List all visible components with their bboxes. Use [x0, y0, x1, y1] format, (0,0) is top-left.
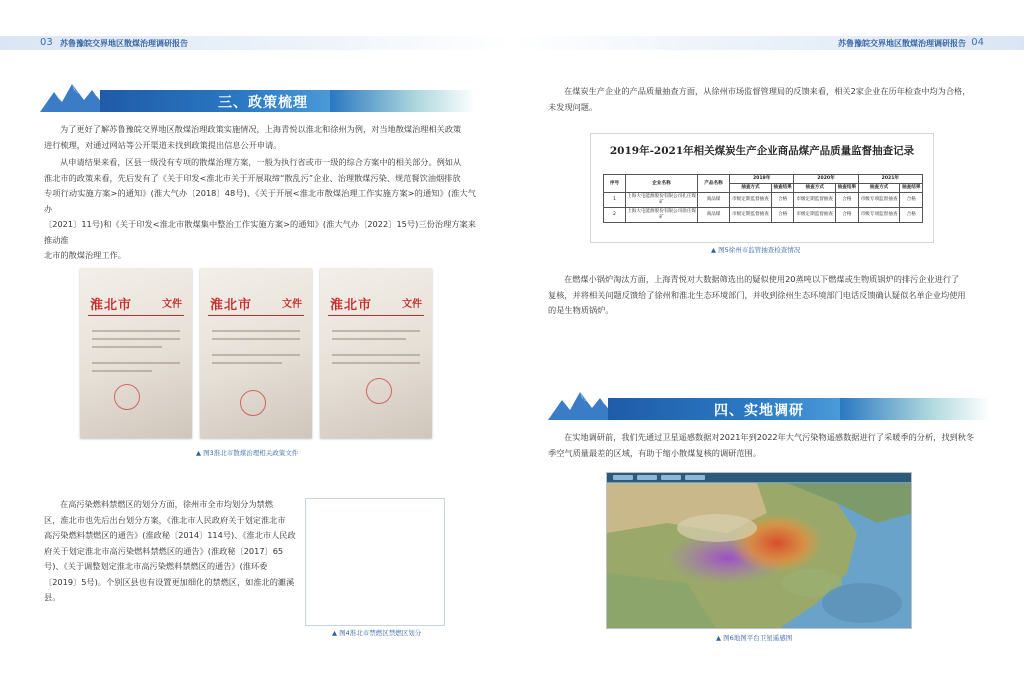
table-cell: 市级定期监督抽查	[730, 193, 772, 208]
text-line: 〔2019〕5号)。个别区县也有设置更加细化的禁燃区，如淮北的濉溪	[44, 576, 295, 587]
document-header: 文件	[402, 299, 422, 310]
table-cell: 市级定期监督抽查	[730, 208, 772, 223]
document-text-line	[212, 354, 300, 356]
table-cell: 合格	[771, 193, 794, 208]
table-row	[604, 208, 923, 223]
document-rule	[88, 315, 184, 316]
text-line: 的是生物质锅炉。	[548, 305, 614, 315]
table-cell: 商品煤	[698, 193, 730, 208]
document-header: 淮北市	[210, 298, 253, 313]
policy-document-photos	[80, 268, 432, 438]
inspection-table	[603, 174, 923, 223]
table-cell: 合格	[836, 193, 859, 208]
text-line: 未发现问题。	[548, 101, 598, 112]
document-text-line	[212, 362, 282, 364]
table-header: 抽查方式	[794, 184, 836, 193]
table-row	[604, 193, 923, 208]
inspection-table-figure	[590, 133, 934, 254]
table-title: 2019年-2021年相关煤炭生产企业商品煤产品质量监督抽查记录	[609, 145, 915, 157]
page-number: 04	[971, 37, 984, 48]
red-seal-icon	[240, 390, 266, 416]
table-header: 抽查方式	[730, 184, 772, 193]
figure-caption: ▲ 图3淮北市散煤治理相关政策文件	[196, 449, 299, 457]
document-header: 文件	[162, 299, 182, 310]
table-cell: 合格	[900, 208, 923, 223]
document-text-line	[332, 362, 420, 364]
text-line: 复核，并将相关问题反馈给了徐州和淮北生态环境部门，并收到徐州生态环境部门电话反馈确认疑似名单企业均使用	[548, 289, 966, 300]
text-line: 府关于划定淮北市高污染燃料禁燃区的通告》(淮政秘〔2017〕65	[44, 545, 284, 556]
document-rule	[328, 315, 424, 316]
section-title: 四、实地调研	[714, 403, 804, 419]
section-banner	[512, 386, 1024, 426]
figure-caption: ▲ 图6地图平台卫星遥感图	[716, 634, 793, 642]
document-text-line	[332, 330, 420, 332]
table-header: 2020年	[794, 175, 858, 184]
text-line: 在燃煤小锅炉淘汰方面，上海青悦对大数据筛选出的疑似使用20蒸吨以下燃煤或生物质锅炉的排污企业进行了	[564, 274, 960, 284]
table-cell: 市级定期监督抽查	[794, 193, 836, 208]
document-text-line	[212, 338, 300, 340]
figure-caption: ▲ 图5徐州市监管抽查检查情况	[711, 246, 801, 254]
text-line: 专项行动实施方案>的通知》(淮大气办〔2018〕48号)、《关于开展<淮北市散煤治理工作实施方案>的通知》(淮大气办	[44, 188, 476, 214]
text-line: 从申请结果来看，区县一级没有专项的散煤治理方案，一般为执行省或市一级的综合方案中的相关部分。例如从	[60, 157, 462, 167]
table-cell: 上海大屯能源股份有限公司徐庄煤矿	[626, 208, 698, 223]
section-banner	[0, 78, 512, 118]
text-line: 在煤炭生产企业的产品质量抽查方面，从徐州市场监督管理局的反馈来看，相关2家企业在历年检查中均为合格，	[564, 86, 971, 96]
document-text-line	[332, 338, 406, 340]
table-cell: 2	[604, 208, 626, 223]
document-text-line	[92, 362, 180, 364]
text-line: 在高污染燃料禁燃区的划分方面，徐州市全市均划分为禁燃	[60, 499, 273, 509]
text-line: 北市的散煤治理工作。	[44, 250, 126, 260]
table-cell: 市级定期监督抽查	[794, 208, 836, 223]
table-header: 抽查结果	[836, 184, 859, 193]
paragraph-survey	[548, 430, 988, 461]
text-line: 号)、《关于调整划定淮北市高污染燃料禁燃区的通告》(淮环委	[44, 561, 268, 571]
document-photo	[80, 268, 192, 438]
running-title: 苏鲁豫皖交界地区散煤治理调研报告	[60, 39, 188, 48]
document-text-line	[92, 370, 152, 372]
text-line: 在实地调研前，我们先通过卫星遥感数据对2021年到2022年大气污染物遥感数据进行了采暖季的分析，找到秋冬	[564, 432, 975, 442]
toolbar-button[interactable]	[685, 475, 705, 480]
document-text-line	[92, 346, 162, 348]
satellite-map-figure	[606, 472, 912, 629]
table-cell: 上海大屯能源股份有限公司孔庄煤矿	[626, 193, 698, 208]
table-header: 抽查方式	[858, 184, 900, 193]
paragraph-policy	[44, 155, 476, 264]
red-seal-icon	[366, 378, 392, 404]
table-header: 序号	[604, 175, 626, 193]
banner-fade	[840, 398, 990, 420]
table-cell: 合格	[836, 208, 859, 223]
zoning-map-figure	[305, 498, 445, 626]
table-header: 2021年	[858, 175, 922, 184]
running-title: 苏鲁豫皖交界地区散煤治理调研报告	[838, 39, 966, 48]
paragraph-intro	[44, 122, 476, 153]
document-rule	[208, 315, 304, 316]
table-header: 产品名称	[698, 175, 730, 193]
table-header: 抽查结果	[771, 184, 794, 193]
text-line: 为了更好了解苏鲁豫皖交界地区散煤治理政策实施情况，上海青悦以淮北和徐州为例，对当地散煤治理相关政策	[60, 124, 462, 134]
document-text-line	[92, 330, 180, 332]
text-line: 〔2021〕11号)和《关于印发<淮北市散煤集中整治工作实施方案>的通知》(淮大气办〔2022〕15号)三份治理方案来推动淮	[44, 219, 476, 245]
text-line: 进行梳理，对通过网站等公开渠道未找到政策提出信息公开申请。	[44, 139, 282, 150]
document-header: 文件	[282, 299, 302, 310]
section-title: 三、政策梳理	[218, 95, 308, 111]
table-header-row	[604, 175, 923, 184]
document-text-line	[92, 338, 180, 340]
table-header: 抽查结果	[900, 184, 923, 193]
document-photo	[320, 268, 432, 438]
table-header: 2019年	[730, 175, 794, 184]
satellite-heatmap-image	[607, 473, 912, 629]
text-line: 季空气质量最差的区域，有助于缩小散煤复核的调研范围。	[548, 447, 761, 458]
table-cell: 市级专项监督抽查	[858, 193, 900, 208]
text-line: 区，淮北市也先后出台划分方案，《淮北市人民政府关于划定淮北市	[44, 514, 286, 525]
table-cell: 1	[604, 193, 626, 208]
map-toolbar	[607, 473, 911, 482]
text-line: 淮北市的政策来看，先后发有了《关于印发<淮北市关于开展取缔“散乱污”企业、治理散煤污染、规范餐饮油烟排放	[44, 172, 461, 183]
paragraph-zoning	[44, 497, 300, 606]
document-header: 淮北市	[90, 298, 133, 313]
red-seal-icon	[114, 384, 140, 410]
text-line: 县。	[44, 592, 61, 602]
document-header: 淮北市	[330, 298, 373, 313]
document-text-line	[212, 330, 300, 332]
table-cell: 商品煤	[698, 208, 730, 223]
table-cell: 合格	[900, 193, 923, 208]
text-line: 高污染燃料禁燃区的通告》(淮政秘〔2014〕114号)、《淮北市人民政	[44, 530, 296, 540]
table-header: 企业名称	[626, 175, 698, 193]
toolbar-button[interactable]	[613, 475, 633, 480]
paragraph-quality	[548, 84, 988, 115]
toolbar-button[interactable]	[661, 475, 681, 480]
table-cell: 市级专项监督抽查	[858, 208, 900, 223]
document-text-line	[332, 354, 420, 356]
figure-caption: ▲ 图4淮北市禁燃区禁燃区划分	[332, 629, 422, 637]
paragraph-boiler	[548, 272, 988, 319]
page-number: 03	[40, 37, 53, 48]
table-cell: 合格	[771, 208, 794, 223]
toolbar-button[interactable]	[637, 475, 657, 480]
document-photo	[200, 268, 312, 438]
banner-fade	[330, 90, 475, 112]
